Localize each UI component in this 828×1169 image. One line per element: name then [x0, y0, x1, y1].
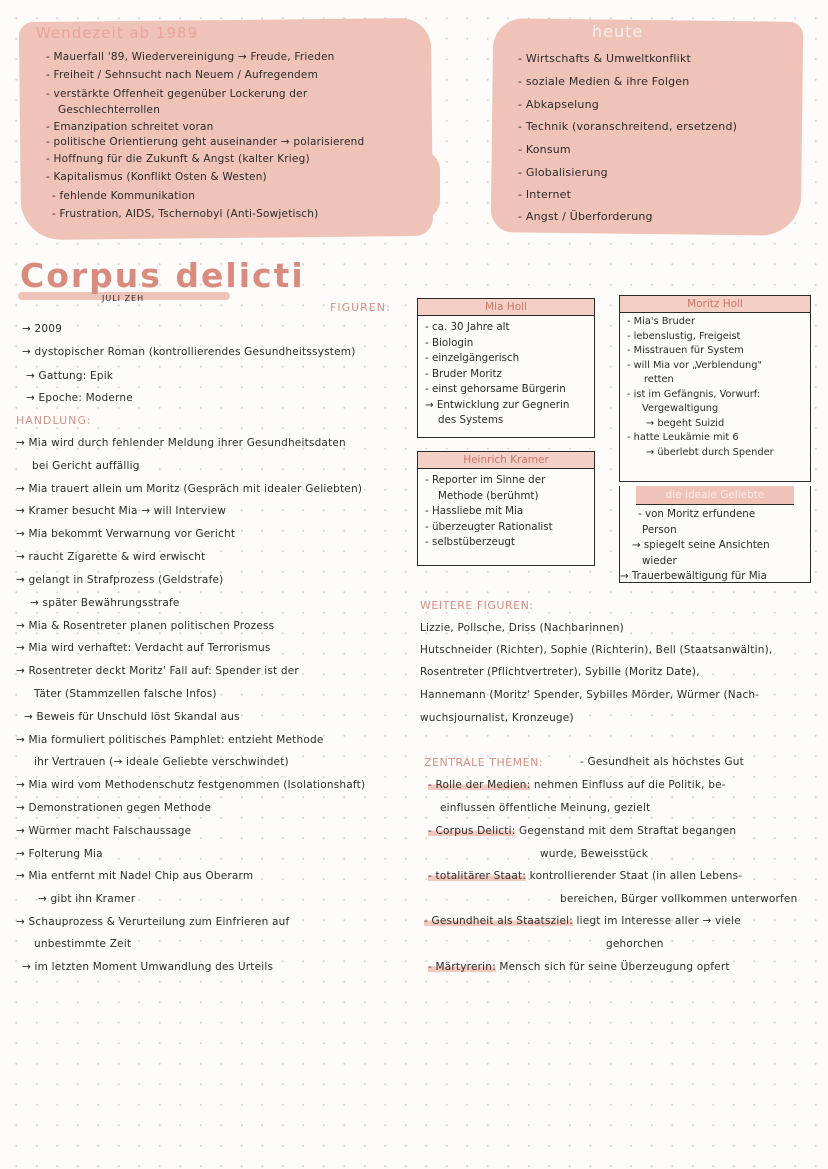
themen-head: - Rolle der Medien:	[428, 779, 531, 791]
themen-item	[428, 870, 742, 882]
wende-item: - Kapitalismus (Konflikt Osten & Westen)	[46, 171, 267, 183]
kramer-box	[417, 451, 595, 566]
wende-item: - Emanzipation schreitet voran	[46, 121, 214, 133]
handlung-item: → Rosentreter deckt Moritz' Fall auf: Spender ist der	[16, 665, 299, 677]
themen-item	[424, 915, 741, 927]
kramer-item: Methode (berühmt)	[438, 489, 539, 502]
handlung-item: → Mia wird verhaftet: Verdacht auf Terrorismus	[16, 642, 271, 654]
fact-epoche: → Epoche: Moderne	[26, 392, 133, 404]
themen-item	[428, 825, 736, 837]
themen-item	[606, 938, 664, 950]
weitere-label: WEITERE FIGUREN:	[420, 599, 534, 612]
handlung-item: ihr Vertrauen (→ ideale Geliebte verschwindet)	[34, 756, 289, 768]
wende-item: - Mauerfall '89, Wiedervereinigung → Freude, Frieden	[46, 51, 335, 63]
moritz-item: - Mia's Bruder	[627, 316, 695, 327]
handlung-item: → Mia formuliert politisches Pamphlet: entzieht Methode	[16, 734, 324, 746]
moritz-item: retten	[644, 374, 674, 385]
themen-text: bereichen, Bürger vollkommen unterworfen	[560, 893, 798, 905]
heute-item: - soziale Medien & ihre Folgen	[518, 75, 690, 88]
geliebte-item: → Trauerbewältigung für Mia	[620, 570, 767, 582]
themen-item	[560, 893, 797, 905]
kramer-item: - Reporter im Sinne der	[425, 474, 546, 486]
moritz-item: - lebenslustig, Freigeist	[627, 330, 741, 342]
heute-item: - Internet	[518, 188, 572, 201]
heute-item: - Angst / Überforderung	[518, 210, 653, 223]
weitere-line: Hutschneider (Richter), Sophie (Richterin), Bell (Staatsanwältin),	[420, 644, 773, 656]
themen-item	[428, 961, 730, 973]
wende-item: - Freiheit / Sehnsucht nach Neuem / Aufregendem	[46, 69, 319, 81]
handlung-item: → Demonstrationen gegen Methode	[16, 802, 212, 814]
mia-item: - einzelgängerisch	[425, 352, 520, 364]
wende-item: - verstärkte Offenheit gegenüber Lockerung der	[46, 88, 308, 100]
handlung-item: → Folterung Mia	[16, 848, 103, 860]
handlung-item: Täter (Stammzellen falsche Infos)	[34, 688, 217, 700]
wende-item: Geschlechterrollen	[58, 104, 161, 116]
wende-highlight-tail	[380, 150, 440, 220]
handlung-item: bei Gericht auffällig	[32, 460, 140, 472]
handlung-item: → Mia wird durch fehlender Meldung ihrer Gesundheitsdaten	[16, 437, 346, 449]
heute-item: - Konsum	[518, 143, 571, 156]
geliebte-item: → spiegelt seine Ansichten	[632, 539, 770, 551]
moritz-box-title: Moritz Holl	[620, 296, 810, 313]
handlung-item: → raucht Zigarette & wird erwischt	[16, 551, 206, 563]
handlung-item: → Mia bekommt Verwarnung vor Gericht	[16, 528, 236, 540]
themen-text: Gegenstand mit dem Straftat begangen	[519, 825, 737, 837]
themen-head: - Gesundheit als Staatsziel:	[424, 915, 573, 927]
geliebte-item: wieder	[642, 554, 677, 567]
wende-item: - politische Orientierung geht auseinander → polarisierend	[46, 136, 365, 148]
wende-item: - fehlende Kommunikation	[52, 190, 196, 202]
handlung-item: → Mia wird vom Methodenschutz festgenommen (Isolationshaft)	[16, 779, 366, 791]
moritz-item: - Misstrauen für System	[627, 345, 744, 356]
handlung-item: → Kramer besucht Mia → will Interview	[16, 505, 227, 517]
themen-item	[540, 848, 648, 860]
fact-year: → 2009	[22, 323, 63, 335]
handlung-item: → gelangt in Strafprozess (Geldstrafe)	[16, 574, 224, 586]
themen-text: nehmen Einfluss auf die Politik, be-	[533, 779, 726, 791]
weitere-line: Lizzie, Pollsche, Driss (Nachbarinnen)	[420, 622, 624, 634]
moritz-item: - ist im Gefängnis, Vorwurf:	[627, 388, 761, 400]
moritz-box	[619, 295, 811, 482]
themen-text: liegt im Interesse aller → viele	[576, 915, 741, 927]
kramer-item: - Hassliebe mit Mia	[425, 505, 524, 517]
moritz-item: → überlebt durch Spender	[646, 446, 774, 458]
moritz-item: - hatte Leukämie mit 6	[627, 432, 739, 443]
themen-head: - Märtyrerin:	[428, 961, 496, 973]
themen-item	[428, 779, 726, 791]
fact-gattung: → Gattung: Epik	[26, 370, 114, 382]
themen-head: - Corpus Delicti:	[428, 825, 516, 837]
themen-text: gehorchen	[606, 938, 664, 950]
heute-item: - Abkapselung	[518, 98, 599, 111]
geliebte-box-title: die ideale Geliebte	[636, 486, 794, 505]
handlung-item: unbestimmte Zeit	[34, 938, 132, 950]
fact-genre: → dystopischer Roman (kontrollierendes Gesundheitssystem)	[22, 346, 356, 358]
handlung-item: → später Bewährungsstrafe	[30, 597, 180, 609]
handlung-label: HANDLUNG:	[16, 414, 92, 427]
mia-item: - Bruder Moritz	[425, 367, 502, 380]
mia-item: → Entwicklung zur Gegnerin	[425, 398, 570, 411]
mia-item: des Systems	[438, 414, 504, 426]
handlung-item: → Würmer macht Falschaussage	[16, 825, 192, 837]
themen-text: kontrollierender Staat (in allen Lebens-	[529, 870, 743, 882]
geliebte-item: - von Moritz erfundene	[638, 508, 756, 520]
moritz-item: - will Mia vor „Verblendung"	[627, 359, 762, 371]
wende-item: - Hoffnung für die Zukunft & Angst (kalter Krieg)	[46, 153, 310, 165]
author: JULI ZEH	[102, 294, 145, 303]
themen-text: wurde, Beweisstück	[540, 848, 648, 860]
heute-title: heute	[592, 22, 644, 41]
moritz-item: → begeht Suizid	[646, 417, 725, 429]
mia-box-title: Mia Holl	[418, 299, 594, 316]
handlung-item: → Beweis für Unschuld löst Skandal aus	[24, 711, 240, 723]
wende-title: Wendezeit ab 1989	[36, 24, 199, 42]
mia-item: - einst gehorsame Bürgerin	[425, 383, 566, 395]
wende-item: - Frustration, AIDS, Tschernobyl (Anti-Sowjetisch)	[52, 208, 319, 220]
handlung-item: → Mia trauert allein um Moritz (Gespräch mit idealer Geliebten)	[16, 483, 363, 495]
handlung-item: → im letzten Moment Umwandlung des Urteils	[22, 961, 274, 973]
handlung-item: → Mia entfernt mit Nadel Chip aus Oberarm	[16, 870, 254, 882]
page-title: Corpus delicti	[20, 256, 305, 295]
mia-item: - Biologin	[425, 336, 474, 349]
heute-item: - Technik (voranschreitend, ersetzend)	[518, 120, 738, 133]
heute-item: - Globalisierung	[518, 166, 608, 179]
weitere-line: Rosentreter (Pflichtvertreter), Sybille (Moritz Date),	[420, 666, 700, 678]
geliebte-box	[619, 486, 811, 583]
mia-item: - ca. 30 Jahre alt	[425, 321, 510, 333]
geliebte-item: Person	[642, 523, 677, 536]
mia-box	[417, 298, 595, 438]
weitere-line: wuchsjournalist, Kronzeuge)	[420, 712, 574, 724]
moritz-item: Vergewaltigung	[642, 403, 719, 414]
themen-text: Mensch sich für seine Überzeugung opfert	[499, 961, 730, 973]
kramer-item: - überzeugter Rationalist	[425, 520, 553, 533]
themen-subtitle: - Gesundheit als höchstes Gut	[580, 756, 744, 768]
themen-item	[440, 802, 650, 814]
themen-head: - totalitärer Staat:	[428, 870, 527, 882]
heute-item: - Wirtschafts & Umweltkonflikt	[518, 52, 692, 65]
themen-text: einflussen öffentliche Meinung, gezielt	[440, 802, 651, 814]
kramer-box-title: Heinrich Kramer	[418, 452, 594, 469]
handlung-item: → Mia & Rosentreter planen politischen Prozess	[16, 620, 275, 632]
figuren-label: FIGUREN:	[330, 301, 391, 314]
themen-label: ZENTRALE THEMEN:	[424, 756, 544, 769]
weitere-line: Hannemann (Moritz' Spender, Sybilles Mörder, Würmer (Nach-	[420, 689, 760, 701]
handlung-item: → Schauprozess & Verurteilung zum Einfrieren auf	[16, 916, 290, 928]
handlung-item: → gibt ihn Kramer	[38, 893, 136, 905]
kramer-item: - selbstüberzeugt	[425, 536, 515, 548]
